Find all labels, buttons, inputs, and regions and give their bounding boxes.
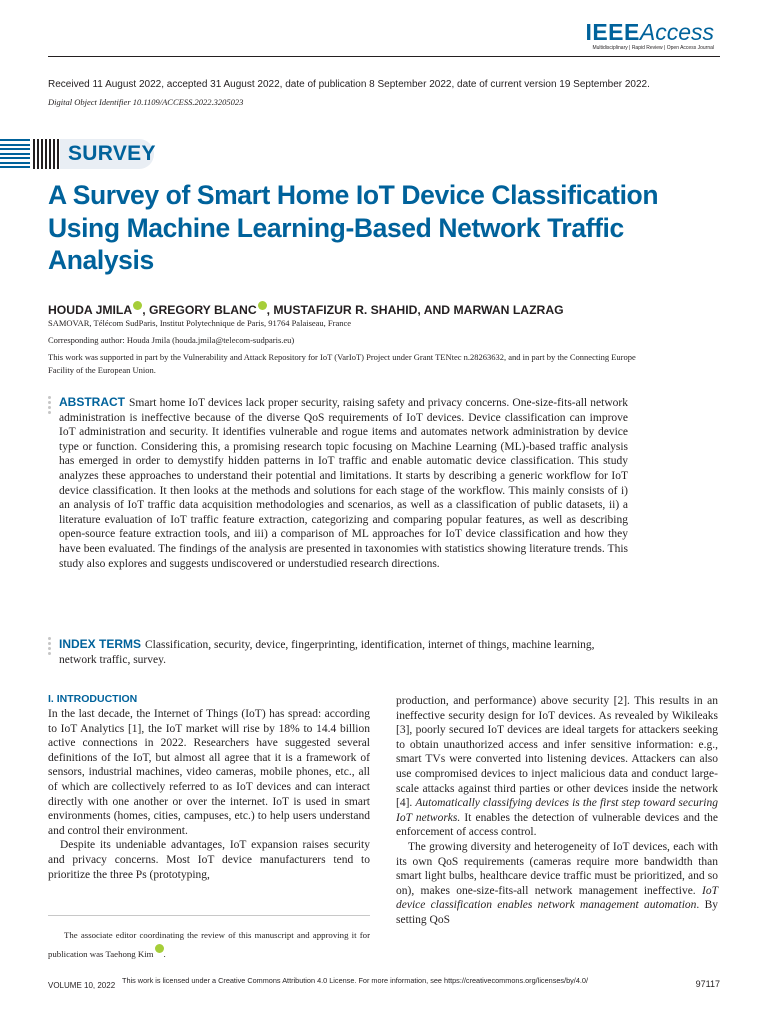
footer-page-number: 97117 [695,979,720,989]
corresponding-author: Corresponding author: Houda Jmila (houda.jmila@telecom-sudparis.eu) [48,335,295,345]
orcid-icon[interactable] [133,301,142,310]
index-terms-dots-icon [48,637,51,657]
doi-identifier: Digital Object Identifier 10.1109/ACCESS.2022.3205023 [48,97,244,107]
orcid-icon[interactable] [155,944,164,953]
abstract-text: Smart home IoT devices lack proper security, raising safety and privacy concerns. One-size-fits-all network administration is ineffective because of the diverse QoS requirements of IoT devices. Device classification can improve IoT administration and security. It identifies vulnerable and rogue items and automates network administration by device type or function. Considering this, a promising research topic focusing on Machine Learning (ML)-based traffic analysis has emerged in order to demystify hidden patterns in IoT traffic and enable automatic device classification. This study analyzes these approaches to understand their potential and limitations. It starts by describing a generic workflow for IoT device classification. It then looks at the methods and solutions for each stage of the workflow. This mainly consists of i) an analysis of IoT traffic data acquisition methodologies and scenarios, as well as a classification of public datasets, ii) a literature evaluation of IoT traffic feature extraction, categorizing and comparing popular features, as well as describing open-source feature extraction tools, and iii) a comparison of ML approaches for IoT device classification and how they have been evaluated. The findings of the analysis are presented in taxonomies with statistics showing literature trends. This study also explores and suggests undiscovered or understudied research directions. [59,397,628,570]
footer-volume: VOLUME 10, 2022 [48,981,116,990]
body-left-column [48,692,370,882]
survey-badge [0,137,160,171]
publication-dates: Received 11 August 2022, accepted 31 August 2022, date of publication 8 September 2022, date of current version 19 September 2022. [48,79,650,90]
abstract-dots-icon [48,396,51,416]
orcid-icon[interactable] [258,301,267,310]
intro-paragraph-2: Despite its undeniable advantages, IoT expansion raises security and privacy concerns. Most IoT device manufacturers tend to prioritize the three Ps (prototyping, [48,839,370,881]
paper-title: A Survey of Smart Home IoT Device Classification Using Machine Learning-Based Network Traffic Analysis [48,180,659,275]
abstract-label: ABSTRACT [59,395,125,409]
footer-license: This work is licensed under a Creative Commons Attribution 4.0 License. For more information, see https://creativecommons.org/licenses/by/4.0/ [122,976,588,985]
index-terms [59,637,628,667]
badge-label: SURVEY [68,142,156,165]
badge-lines-icon [0,139,30,169]
header-divider [48,56,720,57]
index-terms-label: INDEX TERMS [59,637,142,651]
intro-paragraph-continued: production, and performance) above security [2]. This results in an ineffective security design for IoT devices. As revealed by Wikileaks [3], poorly secured IoT devices are ideal targets for attackers seeking to obtain unauthorized access and infer sensitive information: e.g., smart TVs were converted into listening devices. Attackers can also use compromised devices to inject malicious data and conduct large-scale attacks against third parties or other devices inside the network [4]. Automatically classifying devices is the first step toward securing IoT networks. It enables the detection of vulnerable devices and the enforcement of access control. [396,695,718,839]
editor-footnote: The associate editor coordinating the review of this manuscript and approving it for publication was Taehong Kim . [48,930,370,959]
journal-brand [585,20,714,51]
index-terms-text: Classification, security, device, fingerprinting, identification, internet of things, machine learning, network traffic, survey. [59,639,595,666]
funding-note: This work was supported in part by the Vulnerability and Attack Repository for IoT (VarIoT) Project under Grant TENtec n.28263632, and in part by the Connecting Europe Facility of the European Union. [48,352,636,375]
abstract [59,395,628,571]
ieee-access-logo: IEEEAccess [585,19,714,45]
author-list: HOUDA JMILA , GREGORY BLANC , MUSTAFIZUR R. SHAHID, AND MARWAN LAZRAG [48,303,564,317]
intro-paragraph-3: The growing diversity and heterogeneity of IoT devices, each with its own QoS requirements (cameras require more bandwidth than smart light bulbs, healthcare device traffic must be prioritized, and so on), makes one-size-fits-all network management ineffective. IoT device classification enables network management automation. By setting QoS [396,840,718,926]
affiliation: SAMOVAR, Télécom SudParis, Institut Polytechnique de Paris, 91764 Palaiseau, France [48,318,352,328]
footnote-divider [48,915,370,916]
body-right-column [396,694,718,928]
section-heading: I. INTRODUCTION [48,693,138,705]
badge-bars-icon [33,139,63,169]
intro-paragraph-1: In the last decade, the Internet of Things (IoT) has spread: according to IoT Analytics [1], the IoT market will rise by 18% to 14.4 billion active connections in 2022. Researchers have suggested several definitions of the IoT, but almost all agree that it is a framework of sensors, industrial machines, video cameras, mobile phones, etc., all of which are collectively referred to as IoT devices and can interact directly with one another or over the internet. IoT is used in smart environments (homes, cities, campuses, etc.) to help users understand and control their environment. [48,708,370,837]
journal-tagline: Multidisciplinary | Rapid Review | Open Access Journal [592,45,714,51]
